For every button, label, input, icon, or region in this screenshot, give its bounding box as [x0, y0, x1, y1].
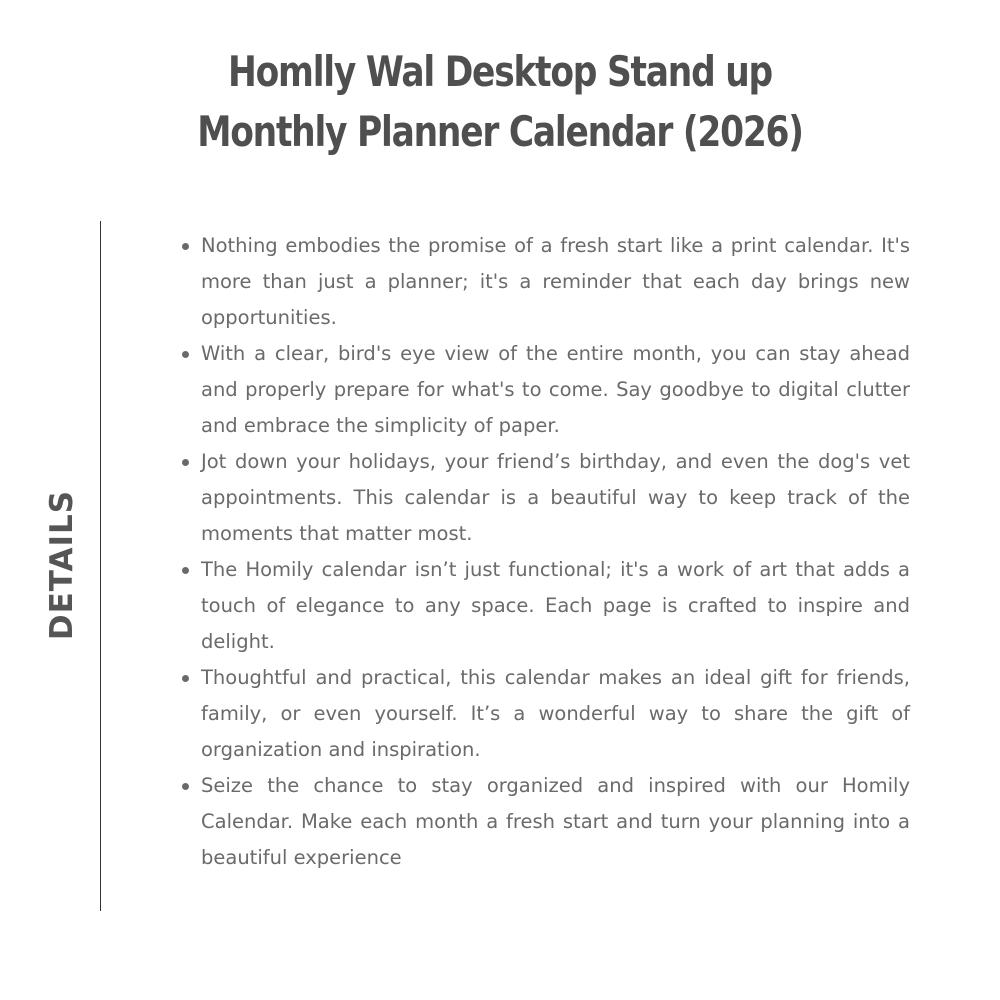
- list-item: With a clear, bird's eye view of the entire month, you can stay ahead and properly prepare for what's to come. Say goodbye to digital clutter and embrace the simplicity of paper.: [178, 336, 910, 444]
- page-title-line-2: Monthly Planner Calendar (2026): [197, 107, 803, 156]
- vertical-divider: [100, 221, 101, 911]
- page-title: [172, 42, 828, 162]
- list-item: Seize the chance to stay organized and inspired with our Homily Calendar. Make each month a fresh start and turn your planning into a beautiful experience: [178, 768, 910, 876]
- list-item: Thoughtful and practical, this calendar makes an ideal gift for friends, family, or even yourself. It’s a wonderful way to share the gift of organization and inspiration.: [178, 660, 910, 768]
- list-item: Nothing embodies the promise of a fresh start like a print calendar. It's more than just a planner; it's a reminder that each day brings new opportunities.: [178, 228, 910, 336]
- details-list: [178, 228, 910, 876]
- list-item: The Homily calendar isn’t just functional; it's a work of art that adds a touch of elegance to any space. Each page is crafted to inspire and delight.: [178, 552, 910, 660]
- page-title-line-1: Homlly Wal Desktop Stand up: [228, 47, 772, 96]
- list-item: Jot down your holidays, your friend’s birthday, and even the dog's vet appointments. This calendar is a beautiful way to keep track of the moments that matter most.: [178, 444, 910, 552]
- details-section-label: DETAILS: [44, 489, 80, 641]
